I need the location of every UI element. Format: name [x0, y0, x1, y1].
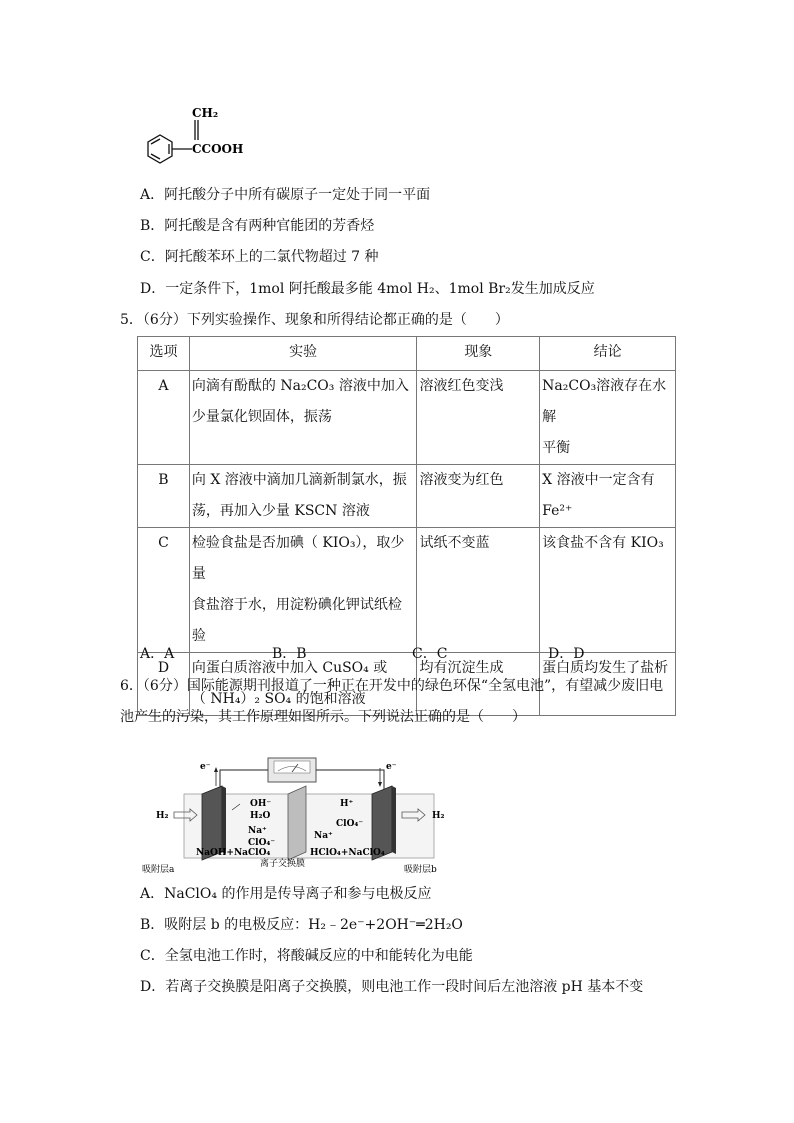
svg-text:H₂: H₂	[432, 811, 445, 821]
q4-option-d[interactable]: D．一定条件下，1mol 阿托酸最多能 4mol H₂、1mol Br₂发生加成反应	[140, 281, 595, 297]
q5-answer-b[interactable]: B．B	[272, 646, 307, 662]
q4-option-c[interactable]: C．阿托酸苯环上的二氯代物超过 7 种	[140, 249, 379, 265]
svg-text:H₂O: H₂O	[250, 811, 271, 821]
q5-answer-c[interactable]: C．C	[412, 646, 448, 662]
header-observation: 现象	[417, 337, 540, 371]
svg-text:e⁻: e⁻	[200, 762, 211, 772]
svg-text:H₂: H₂	[156, 811, 169, 821]
table-header-row	[138, 337, 676, 371]
q6-option-c[interactable]: C．全氢电池工作时，将酸碱反应的中和能转化为电能	[140, 948, 473, 964]
experiment-table	[137, 336, 676, 716]
q6-option-a[interactable]: A．NaClO₄ 的作用是传导离子和参与电极反应	[140, 886, 432, 902]
header-option: 选项	[138, 337, 190, 371]
table-row: B 向 X 溶液中滴加几滴新制氯水，振 荡，再加入少量 KSCN 溶液 溶液变为红色 X 溶液中一定含有 Fe²⁺	[138, 465, 676, 528]
svg-text:NaOH+NaClO₄: NaOH+NaClO₄	[196, 848, 271, 858]
hydrogen-battery-diagram	[140, 756, 460, 876]
q5-answer-d[interactable]: D．D	[548, 646, 585, 662]
svg-text:HClO₄+NaClO₄: HClO₄+NaClO₄	[310, 848, 385, 858]
q6-option-d[interactable]: D．若离子交换膜是阳离子交换膜，则电池工作一段时间后左池溶液 pH 基本不变	[140, 979, 644, 995]
ch2-label: CH₂	[192, 106, 219, 120]
svg-text:ClO₄⁻: ClO₄⁻	[336, 819, 364, 829]
svg-text:吸附层a: 吸附层a	[142, 865, 175, 875]
svg-text:Na⁺: Na⁺	[314, 831, 333, 841]
svg-text:Na⁺: Na⁺	[248, 826, 267, 836]
svg-text:ClO₄⁻: ClO₄⁻	[248, 838, 276, 848]
ccooh-label: CCOOH	[192, 142, 244, 156]
q6-stem-line2: 池产生的污染，其工作原理如图所示。下列说法正确的是（ ）	[120, 709, 526, 725]
q4-option-a[interactable]: A．阿托酸分子中所有碳原子一定处于同一平面	[140, 187, 431, 203]
table-row: A 向滴有酚酞的 Na₂CO₃ 溶液中加入 少量氯化钡固体，振荡 溶液红色变浅 Na₂CO₃溶液存在水解 平衡	[138, 371, 676, 465]
q6-stem-line1: 6．（6分）国际能源期刊报道了一种正在开发中的绿色环保“全氢电池”，有望减少废旧电	[120, 678, 664, 694]
svg-text:e⁻: e⁻	[386, 762, 397, 772]
svg-text:吸附层b: 吸附层b	[404, 865, 437, 875]
header-experiment: 实验	[189, 337, 417, 371]
ammeter-icon	[268, 758, 316, 782]
header-conclusion: 结论	[540, 337, 676, 371]
q6-option-b[interactable]: B．吸附层 b 的电极反应：H₂﹣2e⁻+2OH⁻═2H₂O	[140, 917, 463, 933]
svg-text:H⁺: H⁺	[340, 799, 354, 809]
atropic-acid-structure	[140, 104, 260, 174]
table-row: C 检验食盐是否加碘（ KIO₃），取少量 食盐溶于水，用淀粉碘化钾试纸检验 试纸不变蓝 该食盐不含有 KIO₃	[138, 528, 676, 653]
q5-answer-a[interactable]: A．A	[140, 646, 175, 662]
svg-text:离子交换膜: 离子交换膜	[260, 859, 306, 869]
table-row: D 向蛋白质溶液中加入 CuSO₄ 或 （ NH₄）₂ SO₄ 的饱和溶液 均有沉淀生成 蛋白质均发生了盐析	[138, 653, 676, 716]
svg-text:OH⁻: OH⁻	[250, 799, 272, 809]
q5-stem: 5．（6分）下列实验操作、现象和所得结论都正确的是（ ）	[120, 312, 509, 328]
q4-option-b[interactable]: B．阿托酸是含有两种官能团的芳香烃	[140, 218, 375, 234]
